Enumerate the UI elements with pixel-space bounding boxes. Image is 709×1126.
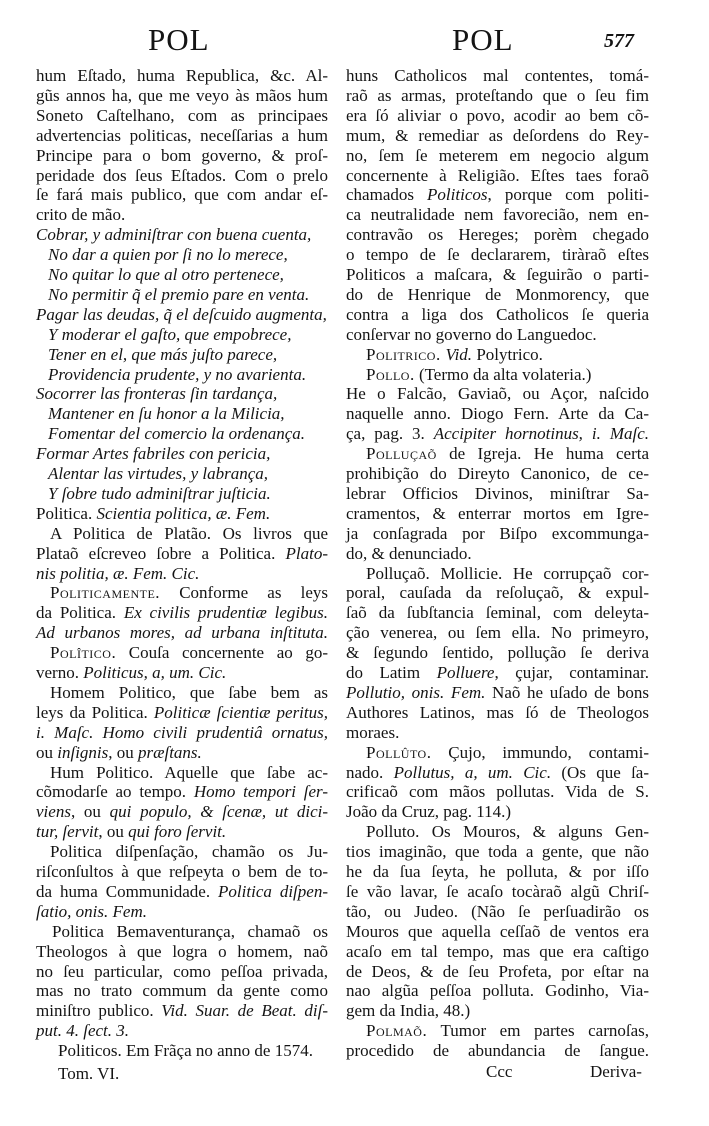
text-run: prohibição do Direyto Canonico, de ce-	[346, 464, 649, 483]
text-line	[346, 842, 649, 862]
text-line	[346, 484, 649, 504]
text-line	[36, 981, 328, 1001]
italic-text: Politicus, a, um. Cic.	[83, 663, 227, 682]
text-line	[36, 802, 328, 822]
catchword: Deriva-	[590, 1062, 642, 1081]
text-line	[346, 802, 649, 822]
text-run: raõ as armas, proteſtando que o ſeu fim	[346, 85, 649, 105]
italic-text: Ad urbanos mores, ad urbana inſtituta.	[36, 623, 328, 643]
footer-catchword-left: Tom. VI.	[58, 1064, 120, 1083]
text-line	[346, 902, 649, 922]
text-run: gũs annos ha, que me veyo às mãos hum	[36, 85, 328, 105]
left-running-head: POL	[148, 22, 210, 57]
text-run: he da ſua ſeyta, he polluta, & por iſſo	[346, 862, 649, 881]
text-line	[36, 384, 328, 404]
text-run: , ou	[70, 802, 110, 822]
text-line	[346, 245, 649, 265]
text-line	[36, 126, 328, 146]
italic-text: Politicos	[427, 185, 488, 205]
text-run: nado.	[346, 762, 394, 782]
text-run: crito de mão.	[36, 205, 126, 225]
text-line	[36, 504, 328, 524]
text-line	[366, 743, 649, 763]
text-run: mas no trato commum da gente como	[36, 981, 328, 1001]
text-run: no ſeu particular, como peſſoa privada,	[36, 961, 328, 981]
text-run: do, & denunciado.	[346, 543, 472, 563]
italic-text: Politicæ ſcientiæ peritus,	[153, 702, 328, 722]
text-line	[36, 942, 328, 962]
text-line	[48, 265, 328, 285]
text-run: Polytrico.	[472, 344, 543, 364]
text-run: cõmodarſe ao tempo.	[36, 782, 194, 802]
text-line	[346, 583, 649, 603]
text-run: chamados	[346, 185, 428, 205]
text-line	[36, 166, 328, 186]
text-line	[366, 1021, 649, 1041]
text-line	[346, 524, 649, 544]
text-line	[48, 245, 328, 265]
italic-text: Accipiter hornotinus, i. Maſc.	[433, 424, 649, 444]
text-line	[366, 345, 649, 365]
italic-text: Pollutio, onis. Fem.	[346, 682, 486, 702]
text-run: hum Eſtado, huma Republica, &c. Al-	[36, 66, 328, 85]
text-line	[36, 663, 328, 683]
text-run: Çujo, immundo, contami-	[431, 742, 649, 762]
text-line	[36, 782, 328, 802]
text-run: Tumor em partes carnoſas,	[427, 1021, 649, 1041]
text-run: moraes.	[346, 722, 400, 742]
text-line	[58, 1041, 328, 1061]
text-run: nao algũa peſſoa polluta. Godinho, Via-	[346, 981, 649, 1001]
text-line	[346, 166, 649, 186]
text-run: Soneto Caſtelhano, com as principaes	[36, 105, 328, 125]
text-line	[36, 544, 328, 564]
text-run: A Politica de Platão. Os livros que	[50, 523, 328, 543]
text-line	[48, 484, 328, 504]
italic-text: nis politia, æ. Fem. Cic.	[36, 563, 200, 583]
text-line	[36, 703, 328, 723]
text-run: contravão os Hereges; porèm chegado	[346, 225, 649, 245]
text-line	[346, 723, 649, 743]
text-line	[48, 365, 328, 385]
text-run: , çujar, contaminar.	[494, 663, 649, 682]
text-line	[36, 564, 328, 584]
text-run: mum, & remediar as deſordens do Rey-	[346, 125, 649, 145]
italic-text: præſtans.	[138, 742, 202, 762]
italic-text: Mantener en ſu honor a la Milicia,	[48, 404, 285, 424]
text-run: riſconſultos à que reſpeyta o bem de to-	[36, 862, 328, 881]
text-run: Conforme as leys	[160, 583, 328, 603]
page-number: 577	[604, 30, 634, 52]
text-line	[48, 464, 328, 484]
text-line	[36, 962, 328, 982]
text-line	[366, 444, 649, 464]
text-run: de Deos, & de ſeu Profeta, por eſtar na	[346, 961, 649, 981]
text-run: Mouros que aquella ceſſaõ de ventos era	[346, 921, 649, 941]
text-line	[52, 922, 328, 942]
text-run: era ſó aliviar o povo, acodir ao bem cõ-	[346, 105, 649, 125]
italic-text: Vid. Suar. de Beat. diſ-	[161, 1001, 328, 1021]
italic-text: Pollutus, a, um. Cic.	[393, 762, 552, 782]
text-line	[346, 643, 649, 663]
text-line	[48, 404, 328, 424]
text-line	[50, 842, 328, 862]
text-line	[36, 603, 328, 623]
italic-text: Fomentar del comercio la ordenança.	[48, 424, 305, 444]
text-line	[48, 424, 328, 444]
text-line	[346, 603, 649, 623]
text-run: Politica.	[36, 503, 97, 523]
text-run: , ou	[98, 822, 129, 842]
text-line	[36, 66, 328, 86]
headword: Pollûto.	[366, 742, 432, 762]
text-line	[36, 1001, 328, 1021]
text-run: Polluto. Os Mouros, & alguns Gen-	[366, 822, 649, 842]
text-run: ſaõ da ſubſtancia ſeminal, com deleyta-	[346, 603, 649, 623]
text-line	[346, 862, 649, 882]
text-run: huns Catholicos mal contentes, tomá-	[346, 66, 649, 85]
text-run: do Latim	[346, 663, 437, 682]
italic-text: qui foro ſervit.	[128, 822, 227, 842]
text-line	[48, 345, 328, 365]
text-run: ja conſagrada por Biſpo excommunga-	[346, 523, 649, 543]
text-run: verno.	[36, 663, 84, 682]
text-line	[48, 285, 328, 305]
right-running-head: POL	[452, 22, 514, 57]
italic-text: i. Maſc. Homo civili prudentiâ ornatus,	[36, 722, 328, 742]
text-line	[346, 663, 649, 683]
text-run: He o Falcão, Gaviaõ, ou Açor, naſcido	[346, 384, 649, 404]
text-run: leys da Politica.	[36, 702, 154, 722]
text-run: da Politica.	[36, 603, 124, 623]
text-run: o tempo de ſe declararem, tiràraõ eſtes	[346, 245, 649, 265]
italic-text: viens	[36, 802, 71, 822]
text-line	[36, 743, 328, 763]
text-line	[346, 285, 649, 305]
text-run: Plataõ eſcreveo ſobre a Politica.	[36, 543, 286, 563]
headword: Politicamente.	[50, 583, 161, 603]
italic-text: tur, ſervit	[36, 822, 99, 842]
italic-text: Providencia prudente, y no avarienta.	[48, 364, 307, 384]
text-line	[346, 404, 649, 424]
text-line	[346, 265, 649, 285]
text-run: Politicos. Em Frãça no anno de 1574.	[58, 1041, 313, 1061]
text-line	[346, 205, 649, 225]
text-run: , porque com politi-	[487, 185, 649, 205]
text-line	[36, 305, 328, 325]
text-run: , ou	[108, 742, 139, 762]
text-run: contra a liga dos Catholicos ſe queria	[346, 304, 649, 324]
italic-text: ſatio, onis. Fem.	[36, 901, 147, 921]
text-line	[36, 723, 328, 743]
headword: Politrico.	[366, 344, 446, 364]
text-run: & ſegundo ſentido, pollução ſe deriva	[346, 643, 649, 663]
text-run: Politica Bemaventurança, chamaõ os	[52, 921, 328, 941]
text-line	[36, 106, 328, 126]
text-run: crificaõ com mãos pollutas. Vida de S.	[346, 782, 649, 802]
text-run: advertencias politicas, neceſſarias a hum	[36, 125, 328, 145]
text-line	[36, 444, 328, 464]
text-run: Politica diſpenſação, chamão os Ju-	[50, 842, 328, 862]
text-run: Homem Politico, que ſabe bem as	[50, 682, 328, 702]
text-line	[346, 1001, 649, 1021]
text-run: do de Henrique de Monmorency, que	[346, 284, 649, 304]
text-run: cramentos, & enterrar mortos em Igre-	[346, 503, 649, 523]
text-run: lebrar Officios Divinos, miniſtrar Sa-	[346, 483, 649, 503]
text-run: da huma Communidade.	[36, 881, 219, 901]
italic-text: put. 4. ſect. 3.	[36, 1021, 130, 1041]
italic-text: Y moderar el gaſto, que empobrece,	[48, 324, 292, 344]
text-run: concernente à Religião. Eſtes taes foraõ	[346, 165, 649, 185]
text-run: procedido de abundancia de ſangue.	[346, 1041, 649, 1061]
text-line	[346, 146, 649, 166]
text-run: João da Cruz, pag. 114.)	[346, 802, 512, 822]
text-line	[36, 862, 328, 882]
headword: Polmaõ.	[366, 1021, 428, 1041]
text-run: (Termo da alta volateria.)	[414, 364, 592, 384]
italic-text: Pagar las deudas, q̃ el deſcuido augmenta,	[36, 304, 327, 324]
signature-mark: Ccc	[486, 1062, 513, 1081]
italic-text: Y ſobre tudo adminiſtrar juſticia.	[48, 483, 271, 503]
text-line	[36, 86, 328, 106]
text-line	[346, 424, 649, 444]
italic-text: inſignis	[57, 742, 109, 762]
text-run: Polluçaõ. Mollicie. He corrupçaõ cor-	[366, 563, 649, 583]
text-run: poral, cauſada da reſoluçaõ, & expul-	[346, 583, 649, 603]
text-run: (Os que ſa-	[551, 762, 650, 782]
text-run: Hum Politico. Aquelle que ſabe ac-	[50, 762, 328, 782]
text-line	[48, 325, 328, 345]
text-line	[346, 882, 649, 902]
text-line	[346, 703, 649, 723]
text-run: Authores Latinos, mas ſó de Theologos	[346, 702, 649, 722]
headword: Polluçaõ	[366, 444, 437, 464]
text-line	[346, 544, 649, 564]
text-line	[346, 922, 649, 942]
text-line	[50, 643, 328, 663]
text-line	[346, 305, 649, 325]
text-run: peridade dos ſeus Eſtados. Com o prelo	[36, 165, 328, 185]
text-line	[36, 146, 328, 166]
text-line	[346, 683, 649, 703]
text-line	[36, 1021, 328, 1041]
text-line	[346, 325, 649, 345]
italic-text: Cobrar, y adminiſtrar con buena cuenta,	[36, 225, 312, 245]
text-line	[346, 962, 649, 982]
text-line	[36, 902, 328, 922]
italic-text: Scientia politica, æ. Fem.	[96, 503, 271, 523]
italic-text: No permitir q̃ el premio pare en venta.	[48, 284, 310, 304]
italic-text: qui populo, & ſcenæ, ut dici-	[109, 802, 329, 822]
text-line	[346, 504, 649, 524]
headword: Pollo.	[366, 364, 415, 384]
text-line	[346, 126, 649, 146]
headword: Polîtico.	[50, 643, 117, 663]
text-run: tão, ou Judeo. (Não ſe perſuadirão os	[346, 901, 649, 921]
italic-text: Homo tempori ſer-	[193, 782, 328, 802]
text-line	[36, 623, 328, 643]
italic-text: No quitar lo que al otro pertenece,	[48, 265, 284, 284]
text-line	[346, 782, 649, 802]
italic-text: Politica diſpen-	[218, 881, 328, 901]
text-run: ça, pag. 3.	[346, 424, 434, 444]
text-line	[346, 763, 649, 783]
text-line	[36, 185, 328, 205]
italic-text: Tener en el, que más juſto parece,	[48, 344, 278, 364]
text-line	[346, 464, 649, 484]
italic-text: Alentar las virtudes, y labrança,	[48, 464, 269, 483]
text-line	[50, 683, 328, 703]
text-run: Principe para o bom governo, & proſ-	[36, 145, 328, 165]
text-run: no, ſem ſe meterem em negocio algum	[346, 145, 649, 165]
text-line	[50, 524, 328, 544]
text-run: conſervar no governo do Languedoc.	[346, 324, 597, 344]
italic-text: Ex civilis prudentiæ legibus.	[123, 603, 328, 623]
italic-text: Socorrer las fronteras ſin tardança,	[36, 384, 278, 404]
text-line	[346, 981, 649, 1001]
text-line	[50, 583, 328, 603]
text-run: ſe vão lavar, ſe acaſo tocàraõ algũ Chriſ-	[346, 881, 649, 901]
text-line	[346, 1041, 649, 1061]
text-line	[346, 66, 649, 86]
italic-text: No dar a quien por ſi no lo merece,	[48, 245, 288, 265]
text-run: ca neutralidade nem favorecião, nem en-	[346, 205, 649, 225]
text-line	[366, 365, 649, 385]
text-line	[36, 882, 328, 902]
text-run: ſe fará mais publico, que com andar eſ-	[36, 185, 328, 205]
text-run: Politicos a maſcara, & ſeguirão o parti-	[346, 265, 649, 284]
text-line	[346, 185, 649, 205]
text-run: Couſa concernente ao go-	[116, 643, 328, 663]
text-line	[346, 225, 649, 245]
text-run: miniſtro publico.	[36, 1001, 162, 1021]
text-line	[366, 822, 649, 842]
text-line	[366, 564, 649, 584]
text-line	[36, 205, 328, 225]
text-run: de Igreja. He huma certa	[436, 444, 649, 464]
text-run: ou	[36, 742, 58, 762]
text-line	[346, 106, 649, 126]
text-run: Naõ he uſado de bons	[485, 682, 649, 702]
text-run: Theologos à que logra o homem, naõ	[36, 941, 328, 961]
text-line	[36, 225, 328, 245]
text-line	[346, 384, 649, 404]
italic-text: Vid.	[445, 344, 473, 364]
italic-text: Formar Artes fabriles con pericia,	[36, 444, 271, 464]
text-run: ção venerea, ou ſem ella. No primeyro,	[346, 623, 649, 643]
text-run: tios imaginão, que toda a gente, que não	[346, 842, 649, 862]
text-line	[346, 86, 649, 106]
text-line	[346, 942, 649, 962]
text-line	[346, 623, 649, 643]
text-run: naquelle anno. Diogo Fern. Arte da Ca-	[346, 404, 649, 424]
italic-text: Plato-	[285, 543, 328, 563]
text-line	[50, 763, 328, 783]
text-line	[36, 822, 328, 842]
text-run: gem da India, 48.)	[346, 1001, 471, 1021]
italic-text: Polluere	[436, 663, 495, 682]
text-run: acaſo em tal tempo, mas que era caſtigo	[346, 941, 649, 961]
